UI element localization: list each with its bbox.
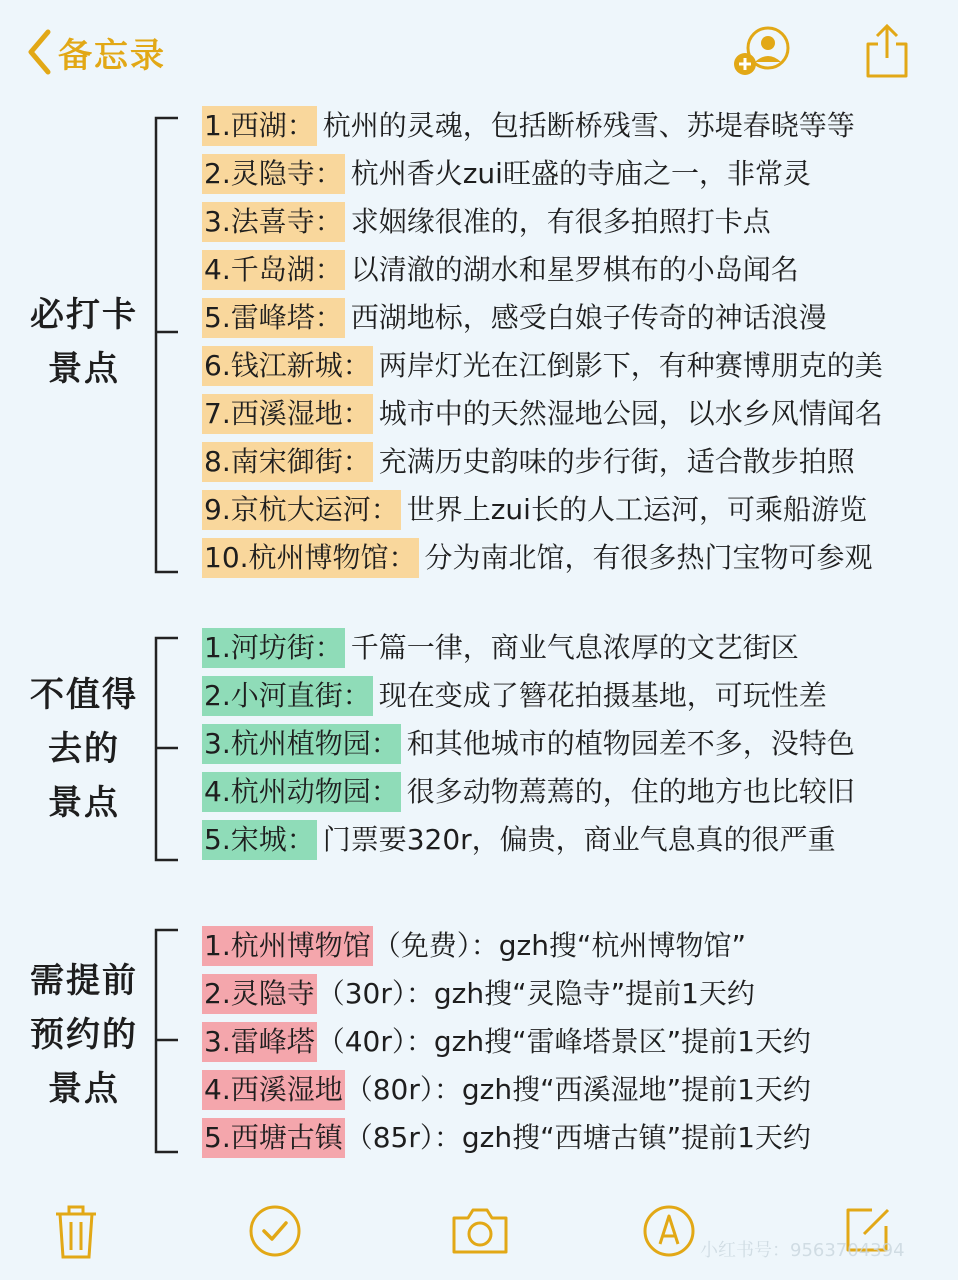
spot-name-tag: 4.千岛湖： (202, 250, 345, 290)
spot-name-tag: 5.雷峰塔： (202, 298, 345, 338)
list-item (202, 202, 771, 242)
section-title-line: 必打卡 (30, 295, 138, 335)
spot-description: 千篇一律，商业气息浓厚的文艺街区 (350, 631, 799, 664)
spot-description: 和其他城市的植物园差不多，没特色 (406, 727, 855, 760)
spot-name-tag: 5.西塘古镇 (202, 1118, 345, 1158)
share-icon (862, 22, 912, 80)
camera-button[interactable] (450, 1204, 510, 1260)
bottom-toolbar (0, 1190, 958, 1280)
list-item (202, 974, 755, 1014)
spot-description: （80r）：gzh搜“西溪湿地”提前1天约 (344, 1073, 811, 1106)
chevron-left-icon (26, 28, 52, 76)
spot-name-tag: 3.法喜寺： (202, 202, 345, 242)
list-item (202, 106, 855, 146)
not-worth-title (20, 668, 148, 830)
section-title-line: 不值得 (30, 675, 138, 715)
list-item (202, 298, 827, 338)
spot-name-tag: 2.灵隐寺 (202, 974, 317, 1014)
list-item (202, 394, 883, 434)
section-title-line: 去的 (48, 729, 120, 769)
spot-description: 分为南北馆，有很多热门宝物可参观 (424, 541, 873, 574)
checklist-icon (248, 1204, 302, 1258)
list-item (202, 926, 746, 966)
spot-name-tag: 2.小河直街： (202, 676, 373, 716)
section-bracket (154, 116, 180, 574)
add-person-button[interactable] (732, 26, 796, 84)
camera-icon (450, 1204, 510, 1256)
spot-name-tag: 2.灵隐寺： (202, 154, 345, 194)
spot-description: （免费）：gzh搜“杭州博物馆” (372, 929, 746, 962)
spot-description: （85r）：gzh搜“西塘古镇”提前1天约 (344, 1121, 811, 1154)
list-item (202, 820, 836, 860)
spot-name-tag: 6.钱江新城： (202, 346, 373, 386)
spot-description: 充满历史韵味的步行街，适合散步拍照 (378, 445, 855, 478)
list-item (202, 250, 799, 290)
spot-description: 门票要320r，偏贵，商业气息真的很严重 (322, 823, 836, 856)
section-bracket (154, 636, 180, 862)
spot-name-tag: 1.杭州博物馆 (202, 926, 373, 966)
spot-description: 求姻缘很准的，有很多拍照打卡点 (350, 205, 771, 238)
spot-description: 现在变成了簪花拍摄基地，可玩性差 (378, 679, 827, 712)
trash-icon (52, 1204, 100, 1260)
list-item (202, 676, 827, 716)
spot-name-tag: 1.西湖： (202, 106, 317, 146)
section-bracket (154, 928, 180, 1154)
list-item (202, 154, 811, 194)
list-item (202, 724, 855, 764)
list-item (202, 346, 883, 386)
spot-name-tag: 4.杭州动物园： (202, 772, 401, 812)
section-title-line: 景点 (48, 1069, 120, 1109)
list-item (202, 490, 867, 530)
spot-description: （30r）：gzh搜“灵隐寺”提前1天约 (316, 977, 755, 1010)
watermark: 小红书号：9563704394 (700, 1240, 905, 1261)
spot-description: 西湖地标，感受白娘子传奇的神话浪漫 (350, 301, 827, 334)
spot-name-tag: 8.南宋御街： (202, 442, 373, 482)
delete-button[interactable] (52, 1204, 100, 1264)
list-item (202, 772, 855, 812)
markup-icon (642, 1204, 696, 1258)
list-item (202, 628, 799, 668)
add-person-icon (732, 26, 796, 80)
spot-name-tag: 9.京杭大运河： (202, 490, 401, 530)
back-button-label: 备忘录 (58, 35, 166, 76)
list-item (202, 442, 855, 482)
list-item (202, 1118, 811, 1158)
list-item (202, 1070, 811, 1110)
spot-description: 杭州的灵魂，包括断桥残雪、苏堤春晓等等 (322, 109, 855, 142)
spot-description: 很多动物蔫蔫的，住的地方也比较旧 (406, 775, 855, 808)
spot-description: 世界上zui长的人工运河，可乘船游览 (406, 493, 867, 526)
spot-description: 杭州香火zui旺盛的寺庙之一，非常灵 (350, 157, 811, 190)
spot-name-tag: 1.河坊街： (202, 628, 345, 668)
section-title-line: 景点 (48, 349, 120, 389)
list-item (202, 538, 873, 578)
checklist-button[interactable] (248, 1204, 302, 1262)
section-title-line: 景点 (48, 783, 120, 823)
spot-name-tag: 3.雷峰塔 (202, 1022, 317, 1062)
spot-name-tag: 4.西溪湿地 (202, 1070, 345, 1110)
section-title-line: 预约的 (30, 1015, 138, 1055)
spot-description: 以清澈的湖水和星罗棋布的小岛闻名 (350, 253, 799, 286)
spot-name-tag: 5.宋城： (202, 820, 317, 860)
must-visit-title (20, 288, 148, 396)
list-item (202, 1022, 811, 1062)
spot-description: （40r）：gzh搜“雷峰塔景区”提前1天约 (316, 1025, 811, 1058)
spot-name-tag: 10.杭州博物馆： (202, 538, 419, 578)
spot-name-tag: 7.西溪湿地： (202, 394, 373, 434)
markup-button[interactable] (642, 1204, 696, 1262)
section-title-line: 需提前 (30, 961, 138, 1001)
spot-description: 两岸灯光在江倒影下，有种赛博朋克的美 (378, 349, 883, 382)
spot-name-tag: 3.杭州植物园： (202, 724, 401, 764)
reservation-title (20, 954, 148, 1116)
spot-description: 城市中的天然湿地公园，以水乡风情闻名 (378, 397, 883, 430)
back-button[interactable] (26, 24, 166, 80)
share-button[interactable] (862, 22, 912, 84)
top-navigation-bar (0, 0, 958, 100)
